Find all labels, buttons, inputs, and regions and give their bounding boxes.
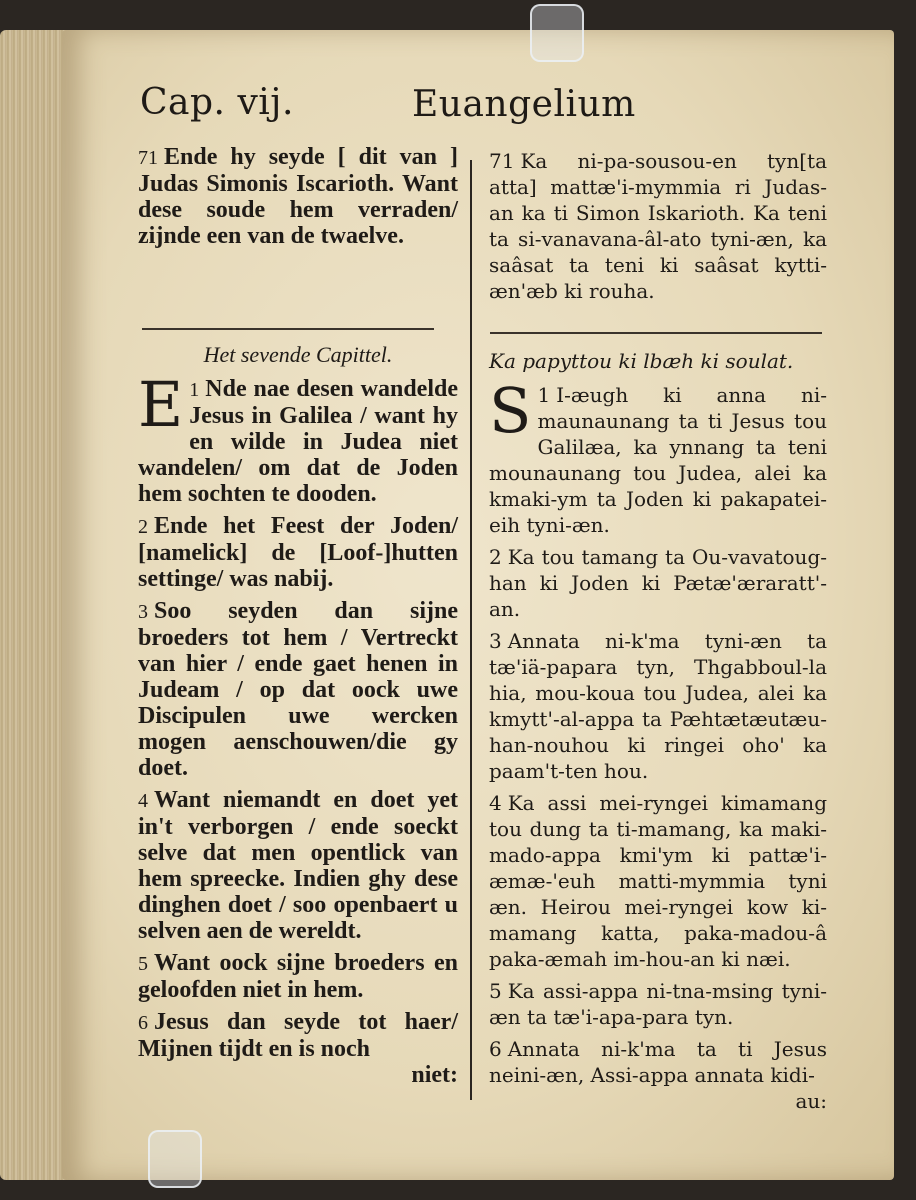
verse-number: 2 xyxy=(489,545,502,569)
verse-text: Ka assi-appa ni-tna-msing tyni-æn ta tæ'i-apa-para tyn. xyxy=(489,979,827,1029)
verse-text: Ende hy seyde [ dit van ] Judas Simonis Iscarioth. Want dese soude hem verraden/ zijnde een van de twaelve. xyxy=(138,144,458,249)
verse-number: 6 xyxy=(489,1037,502,1061)
right-verse-5 xyxy=(489,978,827,1030)
right-column-top xyxy=(489,148,827,304)
page-clip-top xyxy=(530,4,584,62)
left-verse-3 xyxy=(138,598,458,781)
drop-cap: S xyxy=(489,374,532,447)
verse-text: Annata ni-k'ma tyni-æn ta tæ'iä-papara tyn, Thgabboul-la hia, mou-koua tou Judea, alei ka kmytt'-al-appa ta Pæhtætæutæu-han-nouhou ki ringei oho' ka paam't-ten hou. xyxy=(489,629,827,783)
page-clip-bottom xyxy=(148,1130,202,1188)
verse-number: 3 xyxy=(489,629,502,653)
verse-number: 1 xyxy=(537,383,551,407)
verse-number: 1 xyxy=(189,379,200,401)
left-column-top xyxy=(138,144,458,249)
drop-cap: E xyxy=(138,368,184,441)
verse-text: Ende het Feest der Joden/ [namelick] de [Loof-]hutten settinge/ was nabij. xyxy=(138,513,458,592)
right-verse-4 xyxy=(489,790,827,972)
verse-number: 4 xyxy=(138,790,148,812)
left-prev-verse xyxy=(138,144,458,249)
left-verse-1 xyxy=(138,368,458,507)
verse-text: Ka tou tamang ta Ou-vavatoug-han ki Joden ki Pætæ'æraratt'-an. xyxy=(489,545,827,621)
verse-number: 5 xyxy=(138,953,148,975)
right-verse-1 xyxy=(489,374,827,538)
verse-number: 3 xyxy=(138,601,148,623)
left-column-chapter xyxy=(138,342,458,1088)
right-prev-verse xyxy=(489,148,827,304)
verse-number: 71 xyxy=(489,149,515,173)
right-column-chapter xyxy=(489,348,827,1114)
verse-text: Annata ni-k'ma ta ti Jesus neini-æn, Assi-appa annata kidi- xyxy=(489,1037,827,1087)
left-verse-2 xyxy=(138,513,458,592)
left-catchword: niet: xyxy=(411,1062,458,1088)
right-verse-3 xyxy=(489,628,827,784)
right-verse-2 xyxy=(489,544,827,622)
left-rule xyxy=(142,328,434,330)
right-verse-6 xyxy=(489,1036,827,1088)
verse-number: 4 xyxy=(489,791,502,815)
verse-text: Ka ni-pa-sousou-en tyn[ta atta] mattæ'i-mymmia ri Judas-an ka ti Simon Iskarioth. Ka teni ta si-vanavana-âl-ato tyni-æn, ka saâsat ta teni ki saâsat kytti-æn'æb ki rouha. xyxy=(489,149,827,303)
verse-text: Nde nae desen wandelde Jesus in Galilea / want hy en wilde in Judea niet wandelen/ om dat de Joden hem sochten te dooden. xyxy=(138,376,458,507)
verse-text: Want oock sijne broeders en geloofden niet in hem. xyxy=(138,950,458,1003)
verse-number: 6 xyxy=(138,1012,148,1034)
verse-text: Want niemandt en doet yet in't verborgen / ende soeckt selve dat men opentlick van hem spreecke. Indien ghy dese dinghen doet / soo openbaert u selven aen de wereldt. xyxy=(138,787,458,944)
left-verse-5 xyxy=(138,950,458,1003)
verse-number: 5 xyxy=(489,979,502,1003)
verse-number: 2 xyxy=(138,516,148,538)
page-edges xyxy=(0,30,70,1180)
verse-text: I-æugh ki anna ni-maunaunang ta ti Jesus tou Galilæa, ka ynnang ta teni mounaunang tou Judea, alei ka kmaki-ym ta Joden ki pakapatei-eih tyni-æn. xyxy=(489,383,827,537)
right-catchword: au: xyxy=(795,1089,827,1113)
left-chapter-heading: Het sevende Capittel. xyxy=(203,342,393,367)
right-chapter-heading: Ka papyttou ki lbæh ki soulat. xyxy=(489,349,794,373)
verse-text: Ka assi mei-ryngei kimamang tou dung ta ti-mamang, ka maki-mado-appa kmi'ym ki pattæ'i-æmæ-'euh matti-mymmia tyni æn. Heirou mei-ryngei kow ki-mamang katta, paka-madou-â paka-æmah im-hou-an ki næi. xyxy=(489,791,827,971)
page-title: Euangelium xyxy=(412,84,636,125)
right-rule xyxy=(490,332,822,334)
left-verse-6 xyxy=(138,1009,458,1062)
left-verse-4 xyxy=(138,787,458,944)
verse-text: Soo seyden dan sijne broeders tot hem / Vertreckt van hier / ende gaet henen in Judeam / op dat oock uwe Discipulen uwe wercken mogen aenschouwen/die gy doet. xyxy=(138,598,458,781)
verse-text: Jesus dan seyde tot haer/ Mijnen tijdt en is noch xyxy=(138,1009,458,1062)
verse-number: 71 xyxy=(138,147,158,169)
column-divider xyxy=(470,160,472,1100)
chapter-label: Cap. vij. xyxy=(140,82,294,123)
